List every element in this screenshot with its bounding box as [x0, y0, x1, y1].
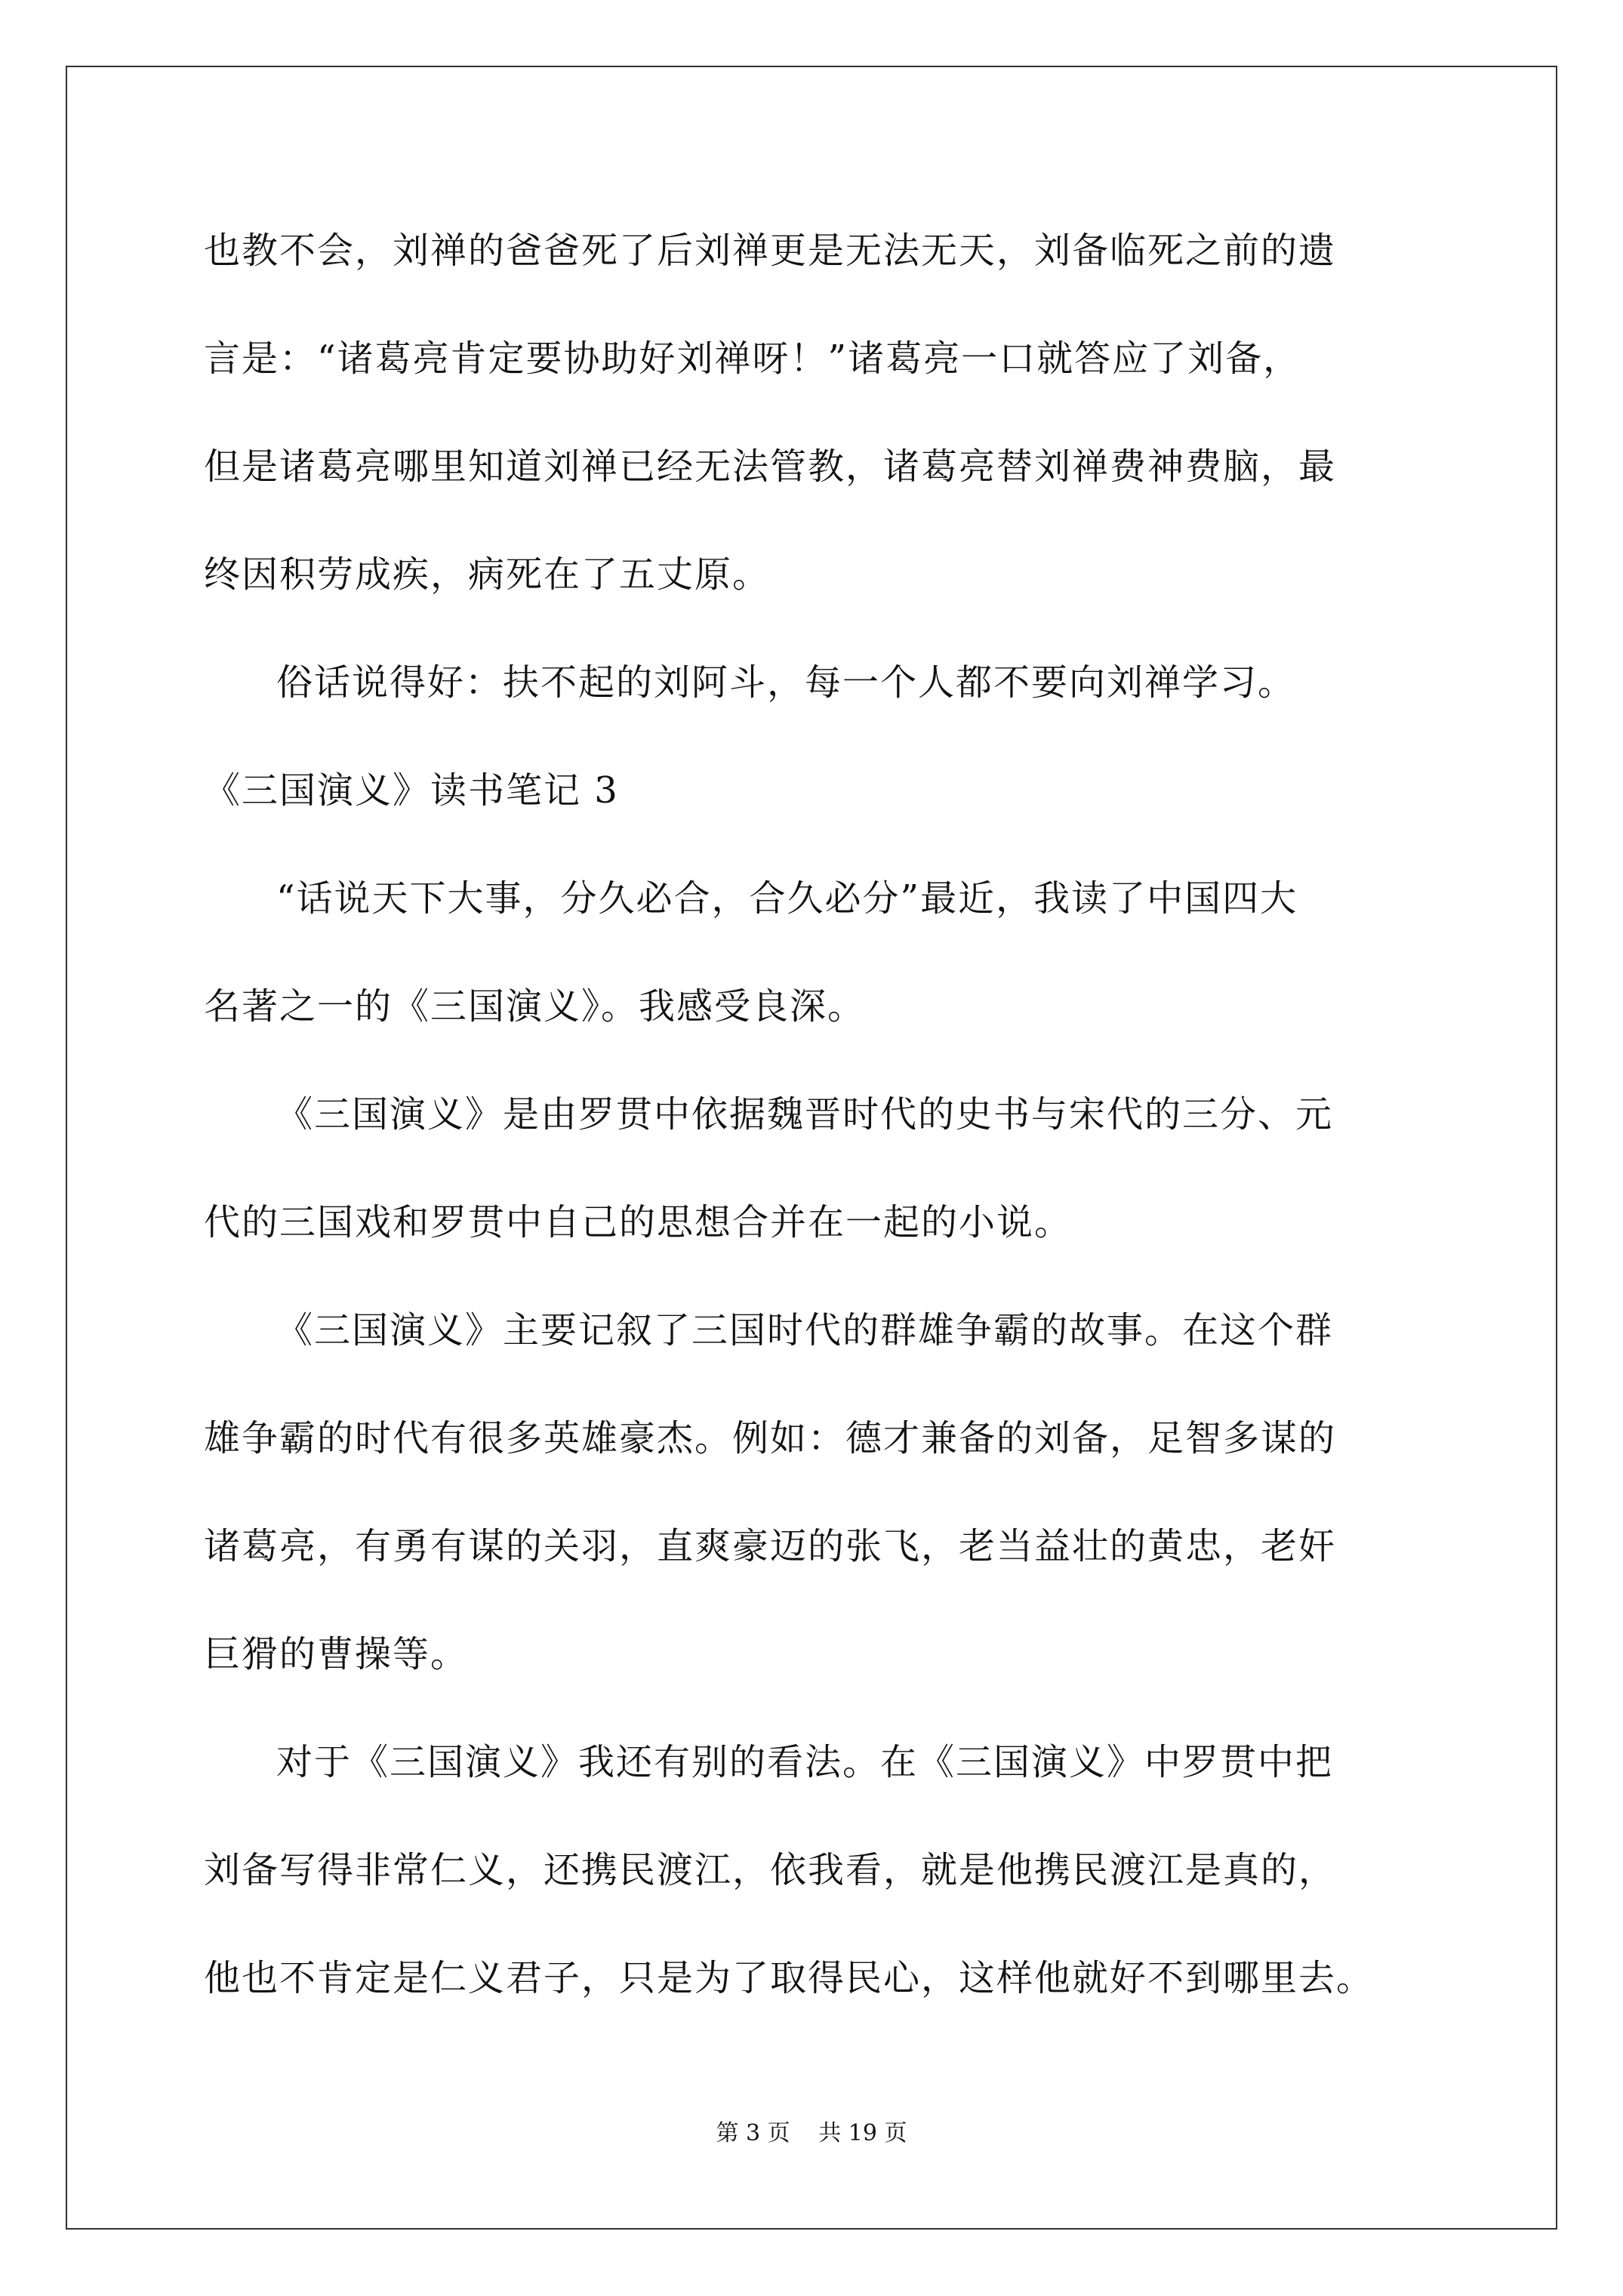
paragraph-line: 雄争霸的时代有很多英雄豪杰。例如：德才兼备的刘备，足智多谋的: [204, 1417, 1337, 1459]
paragraph-line: 也教不会，刘禅的爸爸死了后刘禅更是无法无天，刘备临死之前的遗: [204, 230, 1337, 272]
section-heading: 《三国演义》读书笔记 3: [204, 769, 619, 812]
page-total: 共 19 页: [818, 2120, 907, 2147]
paragraph-line: 但是诸葛亮哪里知道刘禅已经无法管教，诸葛亮替刘禅费神费脑，最: [204, 445, 1337, 488]
document-body: [204, 220, 1442, 2056]
paragraph-line: 俗话说得好：扶不起的刘阿斗，每一个人都不要向刘禅学习。: [276, 661, 1296, 704]
page-footer: [0, 2119, 1623, 2149]
paragraph-line: 他也不肯定是仁义君子，只是为了取得民心，这样他就好不到哪里去。: [204, 1957, 1375, 1999]
paragraph-line: 《三国演义》主要记叙了三国时代的群雄争霸的故事。在这个群: [276, 1309, 1334, 1351]
paragraph-line: 《三国演义》是由罗贯中依据魏晋时代的史书与宋代的三分、元: [276, 1093, 1334, 1136]
page-number: 第 3 页: [716, 2120, 790, 2147]
paragraph-line: 代的三国戏和罗贯中自己的思想合并在一起的小说。: [204, 1201, 1073, 1244]
paragraph-line: 刘备写得非常仁义，还携民渡江，依我看，就是他携民渡江是真的，: [204, 1849, 1337, 1891]
paragraph-line: “话说天下大事，分久必合，合久必分”最近，我读了中国四大: [276, 877, 1298, 920]
paragraph-line: 巨猾的曹操等。: [204, 1633, 469, 1675]
paragraph-line: 诸葛亮，有勇有谋的关羽，直爽豪迈的张飞，老当益壮的黄忠，老奸: [204, 1525, 1337, 1567]
paragraph-line: 名著之一的《三国演义》。我感受良深。: [204, 985, 866, 1028]
paragraph-line: 对于《三国演义》我还有别的看法。在《三国演义》中罗贯中把: [276, 1741, 1334, 1783]
paragraph-line: 终因积劳成疾，病死在了五丈原。: [204, 553, 771, 596]
paragraph-line: 言是：“诸葛亮肯定要协助好刘禅呀！”诸葛亮一口就答应了刘备，: [204, 337, 1301, 380]
